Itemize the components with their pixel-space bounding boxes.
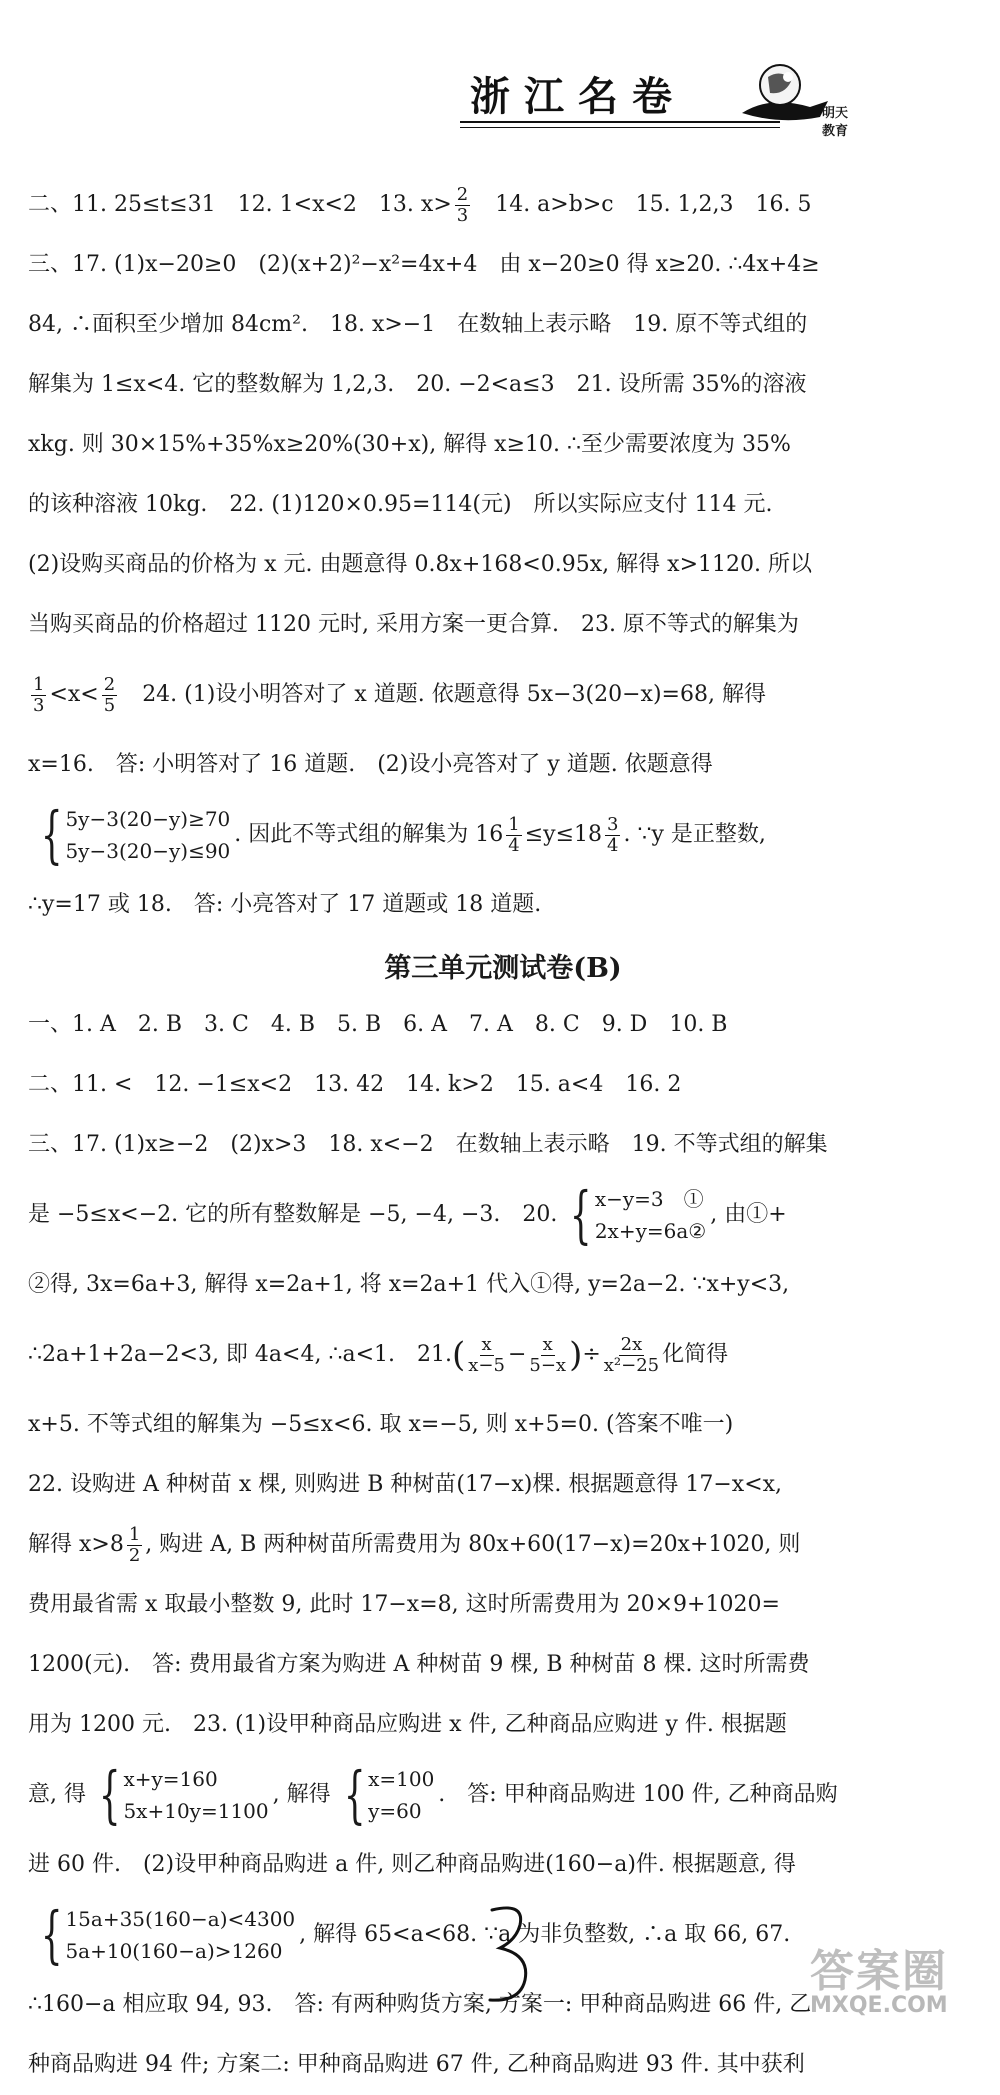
answer-line bbox=[28, 2035, 978, 2095]
brand-line-2: 教育 bbox=[822, 124, 849, 139]
fraction-den: 3 bbox=[33, 694, 45, 716]
brace-icon: { bbox=[98, 1758, 121, 1831]
answer-line bbox=[28, 1175, 978, 1255]
fraction bbox=[604, 1335, 659, 1376]
equation-system bbox=[90, 1758, 269, 1831]
answer-line bbox=[28, 1055, 978, 1115]
fraction-num: x bbox=[481, 1333, 492, 1355]
answer-line bbox=[28, 1395, 978, 1455]
line-text: 一、1. A 2. B 3. C 4. B 5. B 6. A 7. A 8. C 9. D 10. B bbox=[28, 1012, 728, 1037]
fraction-num: 3 bbox=[607, 813, 619, 835]
header-rule bbox=[460, 121, 780, 123]
handwritten-3-icon bbox=[470, 1900, 550, 2010]
answer-line bbox=[28, 1835, 978, 1895]
line-text: 意, 得 bbox=[28, 1782, 86, 1807]
system-row: x+y=160 bbox=[123, 1767, 218, 1791]
answer-line bbox=[28, 1315, 978, 1395]
answer-line bbox=[28, 1755, 978, 1835]
operator: − bbox=[507, 1342, 527, 1367]
line-text: . 答: 甲种商品购进 100 件, 乙种商品购 bbox=[438, 1782, 838, 1807]
fraction-num: x bbox=[542, 1333, 553, 1355]
fraction-num: 2 bbox=[456, 183, 469, 205]
line-text: (2)设购买商品的价格为 x 元. 由题意得 0.8x+168<0.95x, 解得 x>1120. 所以 bbox=[28, 552, 812, 577]
fraction bbox=[605, 815, 620, 856]
answer-line bbox=[28, 1635, 978, 1695]
answer-line bbox=[28, 875, 978, 935]
line-text: . 因此不等式组的解集为 16 bbox=[234, 822, 504, 847]
line-text: 二、11. < 12. −1≤x<2 13. 42 14. k>2 15. a<4 16. 2 bbox=[28, 1072, 682, 1097]
system-row: 5y−3(20−y)≥70 bbox=[65, 807, 231, 831]
answer-line bbox=[28, 535, 978, 595]
page-number bbox=[470, 1900, 550, 2010]
answer-line bbox=[28, 355, 978, 415]
inequality-text: <x< bbox=[49, 682, 99, 707]
brace-icon: { bbox=[570, 1178, 592, 1251]
line-text: 种商品购进 94 件; 方案二: 甲种商品购进 67 件, 乙种商品购进 93 件. 其中获利 bbox=[28, 2052, 805, 2077]
answer-line bbox=[28, 995, 978, 1055]
fraction-den: 4 bbox=[508, 834, 520, 856]
answer-line bbox=[28, 735, 978, 795]
line-text: x=16. 答: 小明答对了 16 道题. (2)设小亮答对了 y 道题. 依题意得 bbox=[28, 752, 713, 777]
line-text: ≤y≤18 bbox=[524, 822, 603, 847]
fraction bbox=[529, 1335, 566, 1376]
fraction-den: 5 bbox=[103, 694, 116, 716]
line-text: 三、17. (1)x−20≥0 (2)(x+2)²−x²=4x+4 由 x−20≥0 得 x≥20. ∴4x+4≥ bbox=[28, 252, 820, 277]
line-text: 是 −5≤x<−2. 它的所有整数解是 −5, −4, −3. 20. bbox=[28, 1202, 558, 1227]
answer-line bbox=[28, 1115, 978, 1175]
fraction-num: 2x bbox=[620, 1333, 643, 1355]
header-rule-thin bbox=[460, 127, 780, 128]
brand-logo-icon bbox=[740, 55, 830, 135]
line-text: 当购买商品的价格超过 1120 元时, 采用方案一更合算. 23. 原不等式的解集为 bbox=[28, 612, 799, 637]
brace-icon: { bbox=[343, 1758, 366, 1831]
line-text: x+5. 不等式组的解集为 −5≤x<6. 取 x=−5, 则 x+5=0. (答案不唯一) bbox=[28, 1412, 734, 1437]
line-text: 用为 1200 元. 23. (1)设甲种商品应购进 x 件, 乙种商品应购进 y 件. 根据题 bbox=[28, 1712, 787, 1737]
line-text: . ∵y 是正整数, bbox=[623, 822, 766, 847]
page-header bbox=[440, 65, 860, 140]
line-text: 解得 x>8 bbox=[28, 1532, 124, 1557]
line-text: 84, ∴面积至少增加 84cm². 18. x>−1 在数轴上表示略 19. 原不等式组的 bbox=[28, 312, 808, 337]
line-text: ∴y=17 或 18. 答: 小亮答对了 17 道题或 18 道题. bbox=[28, 892, 542, 917]
fraction-num: 1 bbox=[128, 1523, 141, 1545]
line-text: ②得, 3x=6a+3, 解得 x=2a+1, 将 x=2a+1 代入①得, y=2a−2. ∵x+y<3, bbox=[28, 1272, 790, 1297]
watermark-bottom: MXQE.COM bbox=[810, 1993, 948, 2018]
system-row: 5x+10y=1100 bbox=[123, 1799, 269, 1823]
watermark-top: 答案圈 bbox=[810, 1946, 948, 1997]
line-text: 22. 设购进 A 种树苗 x 棵, 则购进 B 种树苗(17−x)棵. 根据题意得 17−x<x, bbox=[28, 1472, 783, 1497]
fraction bbox=[102, 675, 117, 716]
system-row: 2x+y=6a② bbox=[594, 1219, 707, 1243]
brace-icon: { bbox=[40, 798, 63, 871]
fraction bbox=[31, 675, 46, 716]
answer-line bbox=[28, 595, 978, 655]
paren-open: ( bbox=[451, 1335, 466, 1375]
fraction-num: 1 bbox=[508, 813, 520, 835]
answer-line bbox=[28, 1695, 978, 1755]
fraction-num: 1 bbox=[33, 673, 45, 695]
answer-line bbox=[28, 235, 978, 295]
line-text: 费用最省需 x 取最小整数 9, 此时 17−x=8, 这时所需费用为 20×9+1020= bbox=[28, 1592, 780, 1617]
line-text: 24. (1)设小明答对了 x 道题. 依题意得 5x−3(20−x)=68, 解得 bbox=[120, 682, 766, 707]
inequality-system bbox=[32, 798, 231, 871]
line-text: 1200(元). 答: 费用最省方案为购进 A 种树苗 9 棵, B 种树苗 8 棵. 这时所需费 bbox=[28, 1652, 810, 1677]
line-text: 三、17. (1)x≥−2 (2)x>3 18. x<−2 在数轴上表示略 19. 不等式组的解集 bbox=[28, 1132, 828, 1157]
line-text: , 解得 bbox=[272, 1782, 331, 1807]
inequality-system bbox=[32, 1898, 296, 1971]
answer-line bbox=[28, 655, 978, 735]
line-text: ∴160−a 相应取 94, 93. 答: 有两种购货方案, 方案一: 甲种商品购进 66 件, 乙 bbox=[28, 1992, 812, 2017]
watermark bbox=[810, 1935, 995, 2025]
answer-line bbox=[28, 415, 978, 475]
equation-system bbox=[561, 1178, 707, 1251]
fraction-den: 3 bbox=[456, 204, 469, 226]
operator: ÷ bbox=[582, 1342, 601, 1367]
fraction bbox=[468, 1335, 505, 1376]
brand-line-1: 明天 bbox=[822, 106, 849, 121]
fraction-den: 5−x bbox=[529, 1354, 567, 1376]
line-text: 解集为 1≤x<4. 它的整数解为 1,2,3. 20. −2<a≤3 21. 设所需 35%的溶液 bbox=[28, 372, 807, 397]
fraction-den: 4 bbox=[607, 834, 619, 856]
answer-line bbox=[28, 175, 978, 235]
system-row: 15a+35(160−a)<4300 bbox=[65, 1907, 296, 1931]
system-row: y=60 bbox=[368, 1799, 422, 1823]
system-row: x=100 bbox=[368, 1767, 435, 1791]
answer-line bbox=[28, 1575, 978, 1635]
fraction bbox=[127, 1525, 142, 1566]
line-text: 的该种溶液 10kg. 22. (1)120×0.95=114(元) 所以实际应支付 114 元. bbox=[28, 492, 773, 517]
header-title: 浙江名卷 bbox=[470, 73, 686, 120]
fraction bbox=[506, 815, 521, 856]
system-row: 5y−3(20−y)≤90 bbox=[65, 839, 231, 863]
solution-system bbox=[335, 1758, 435, 1831]
answer-line bbox=[28, 295, 978, 355]
line-text: 进 60 件. (2)设甲种商品购进 a 件, 则乙种商品购进(160−a)件. 根据题意, 得 bbox=[28, 1852, 796, 1877]
system-row: 5a+10(160−a)>1260 bbox=[65, 1939, 283, 1963]
line-text: ∴2a+1+2a−2<3, 即 4a<4, ∴a<1. 21. bbox=[28, 1342, 452, 1367]
answer-line bbox=[28, 475, 978, 535]
answer-line bbox=[28, 1515, 978, 1575]
answer-line bbox=[28, 795, 978, 875]
line-text: 化简得 bbox=[662, 1342, 729, 1367]
fraction-den: 2 bbox=[128, 1544, 141, 1566]
line-text: , 由①+ bbox=[710, 1202, 787, 1227]
line-text: , 解得 65<a<68. ∵a 为非负整数, ∴a 取 66, 67. bbox=[299, 1922, 791, 1947]
line-text: xkg. 则 30×15%+35%x≥20%(30+x), 解得 x≥10. ∴至少需要浓度为 35% bbox=[28, 432, 791, 457]
line-text: 二、11. 25≤t≤31 12. 1<x<2 13. x> bbox=[28, 192, 452, 217]
answer-line bbox=[28, 1255, 978, 1315]
answer-line bbox=[28, 1455, 978, 1515]
fraction-den: x−5 bbox=[468, 1354, 505, 1376]
line-text: , 购进 A, B 两种树苗所需费用为 80x+60(17−x)=20x+1020, 则 bbox=[145, 1532, 801, 1557]
system-row: x−y=3 ① bbox=[594, 1187, 704, 1211]
header-brand bbox=[822, 105, 862, 141]
fraction bbox=[455, 185, 470, 226]
section-title: 第三单元测试卷(B) bbox=[384, 952, 622, 984]
paren-close: ) bbox=[569, 1335, 583, 1375]
line-text: 14. a>b>c 15. 1,2,3 16. 5 bbox=[473, 192, 812, 217]
brace-icon: { bbox=[40, 1898, 63, 1971]
fraction-num: 2 bbox=[103, 673, 116, 695]
answer-content bbox=[28, 175, 978, 2095]
fraction-den: x²−25 bbox=[603, 1354, 660, 1376]
